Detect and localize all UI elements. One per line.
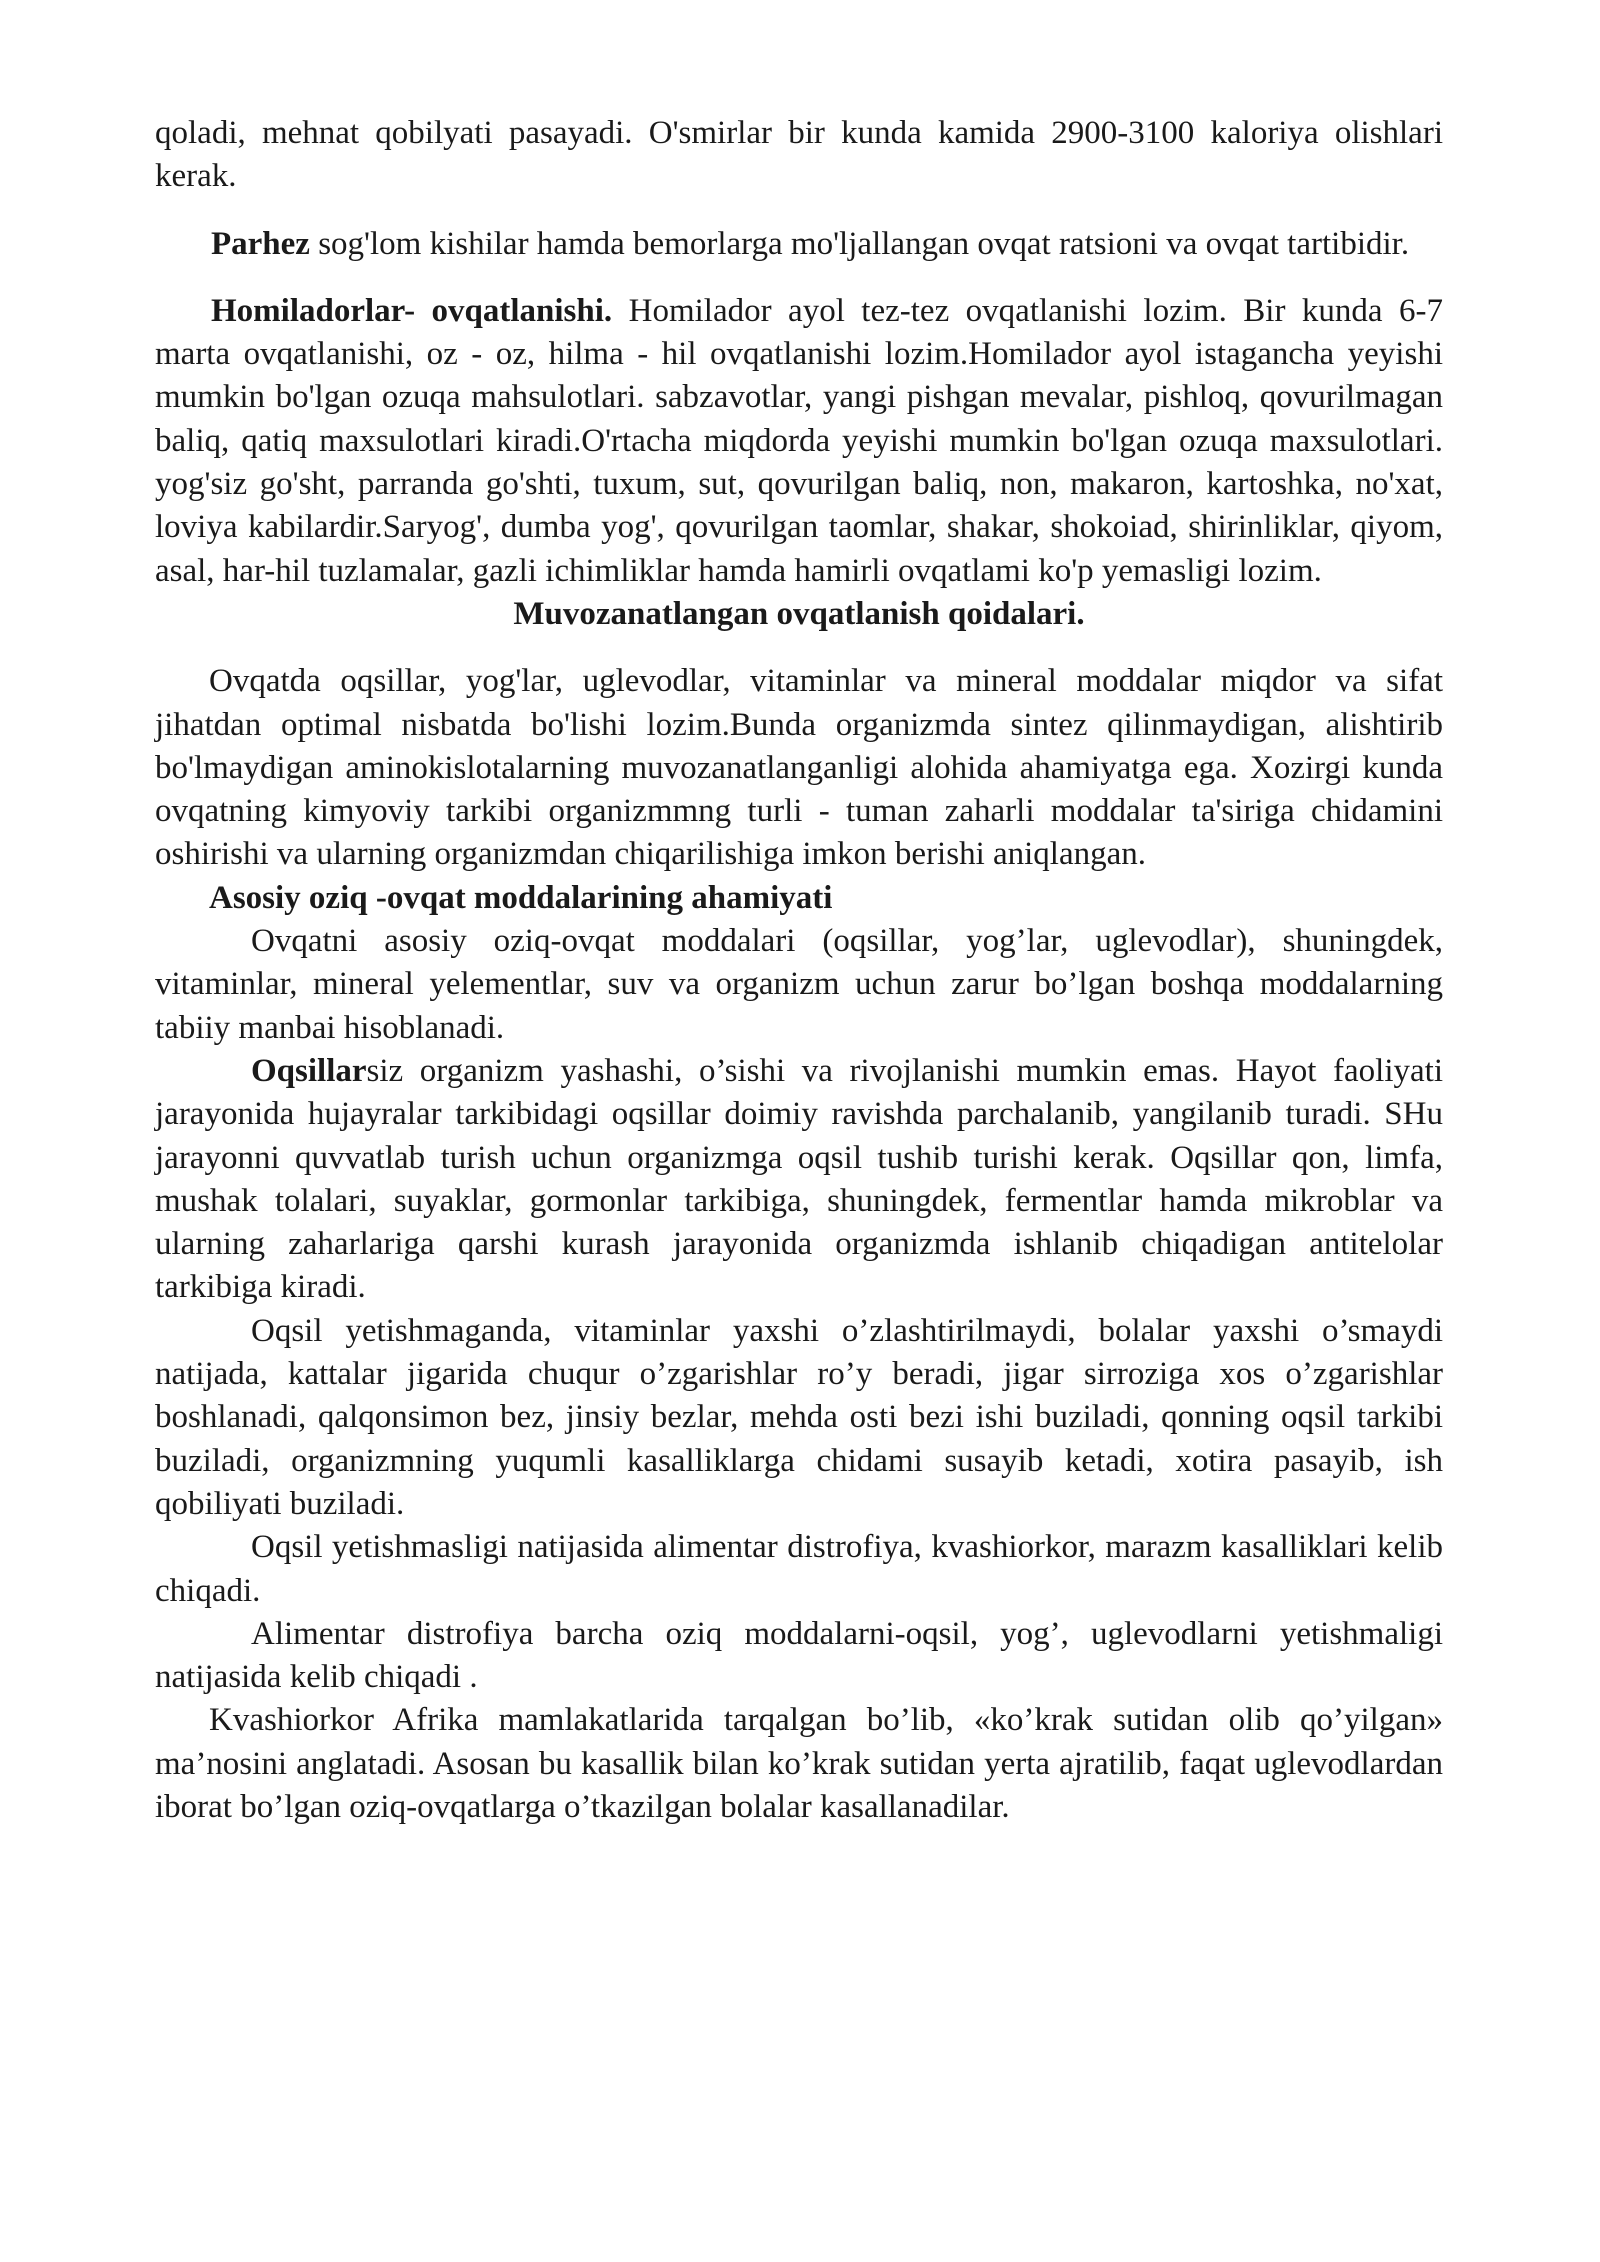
paragraph-protein-deficiency-text: Oqsil yetishmaganda, vitaminlar yaxshi o’zlashtirilmaydi, bolalar yaxshi o’smaydi natijada, kattalar jigarida chuqur o’zgarishlar ro’y beradi, jigar sirroziga xos o’zgarishlar boshlanadi, qalqonsimon bez, jinsiy bezlar, mehda osti bezi ishi buziladi, qonning oqsil tarkibi buziladi, organizmning yuqumli kasalliklarga chidami susayib ketadi, xotira pasayib, ish qobiliyati buziladi. [155,1312,1443,1522]
term-oqsillar: Oqsillar [251,1052,367,1089]
paragraph-pregnancy-text: Homilador ayol tez-tez ovqatlanishi lozim. Bir kunda 6-7 marta ovqatlanishi, oz - oz, hilma - hil ovqatlanishi lozim.Homilador ayol istagancha yeyishi mumkin bo'lgan ozuqa mahsulotlari. sabzavotlar, yangi pishgan mevalar, pishloq, qovurilmagan baliq, qatiq maxsulotlari kiradi.O'rtacha miqdorda yeyishi mumkin bo'lgan ozuqa maxsulotlari. yog'siz go'sht, parranda go'shti, tuxum, sut, qovurilgan baliq, non, makaron, kartoshka, no'xat, loviya kabilardir.Saryog', dumba yog', qovurilgan taomlar, shakar, shokoiad, shirinliklar, qiyom, asal, har-hil tuzlamalar, gazli ichimliklar hamda hamirli ovqatlami ko'p yemasligi lozim. [155,292,1443,589]
paragraph-protein-deficiency [155,1310,1443,1526]
term-parhez: Parhez [211,225,310,262]
heading-balanced-nutrition: Muvozanatlangan ovqatlanish qoidalari. [513,595,1085,632]
paragraph-deficiency-diseases-text: Oqsil yetishmasligi natijasida alimentar distrofiya, kvashiorkor, marazm kasalliklari kelib chiqadi. [155,1529,1443,1609]
heading-nutrient-importance: Asosiy oziq -ovqat moddalarining ahamiyati [209,879,833,916]
paragraph-alimentary-dystrophy-text: Alimentar distrofiya barcha oziq moddalarni-oqsil, yog’, uglevodlarni yetishmaligi natijasida kelib chiqadi . [155,1615,1443,1696]
paragraph-calories-text: qoladi, mehnat qobilyati pasayadi. O'smirlar bir kunda kamida 2900-3100 kaloriya olishlari kerak. [155,115,1443,195]
paragraph-balanced-diet [155,660,1443,876]
paragraph-parhez [155,223,1443,266]
paragraph-kwashiorkor-text: Kvashiorkor Afrika mamlakatlarida tarqalgan bo’lib, «ko’krak sutidan olib qo’yilgan» ma’nosini anglatadi. Asosan bu kasallik bilan ko’krak sutidan yerta ajratilib, faqat uglevodlardan iborat bo’lgan oziq-ovqatlarga o’tkazilgan bolalar kasallanadilar. [155,1702,1443,1825]
paragraph-main-nutrients [155,920,1443,1050]
paragraph-deficiency-diseases [155,1526,1443,1613]
term-homiladorlar: Homiladorlar- ovqatlanishi. [211,292,613,329]
paragraph-parhez-text: sog'lom kishilar hamda bemorlarga mo'ljallangan ovqat ratsioni va ovqat tartibidir. [309,225,1410,262]
paragraph-proteins-text: siz organizm yashashi, o’sishi va rivojlanishi mumkin emas. Hayot faoliyati jarayonida hujayralar tarkibidagi oqsillar doimiy ravishda parchalanib, yangilanib turadi. SHu jarayonni quvvatlab turish uchun organizmga oqsil tushib turishi kerak. Oqsillar qon, limfa, mushak tolalari, suyaklar, gormonlar tarkibiga, shuningdek, fermentlar hamda mikroblar va ularning zaharlariga qarshi kurash jarayonida organizmda ishlanib chiqadigan antitelolar tarkibiga kiradi. [155,1052,1443,1306]
paragraph-pregnancy-nutrition [155,290,1443,593]
paragraph-main-nutrients-text: Ovqatni asosiy oziq-ovqat moddalari (oqsillar, yog’lar, uglevodlar), shuningdek, vitaminlar, mineral yelementlar, suv va organizm uchun zarur bo’lgan boshqa moddalarning tabiiy manbai hisoblanadi. [155,923,1443,1046]
document-page [155,112,1443,1829]
paragraph-balanced-diet-text: Ovqatda oqsillar, yog'lar, uglevodlar, vitaminlar va mineral moddalar miqdor va sifat jihatdan optimal nisbatda bo'lishi lozim.Bunda organizmda sintez qilinmaydigan, alishtirib bo'lmaydigan aminokislotalarning muvozanatlanganligi alohida ahamiyatga ega. Xozirgi kunda ovqatning kimyoviy tarkibi organizmmng turli - tuman zaharli moddalar ta'siriga chidamini oshirishi va ularning organizmdan chiqarilishiga imkon berishi aniqlangan. [155,663,1443,873]
paragraph-alimentary-dystrophy [155,1613,1443,1700]
paragraph-proteins [155,1050,1443,1310]
paragraph-kwashiorkor [155,1699,1443,1829]
paragraph-calories [155,112,1443,199]
